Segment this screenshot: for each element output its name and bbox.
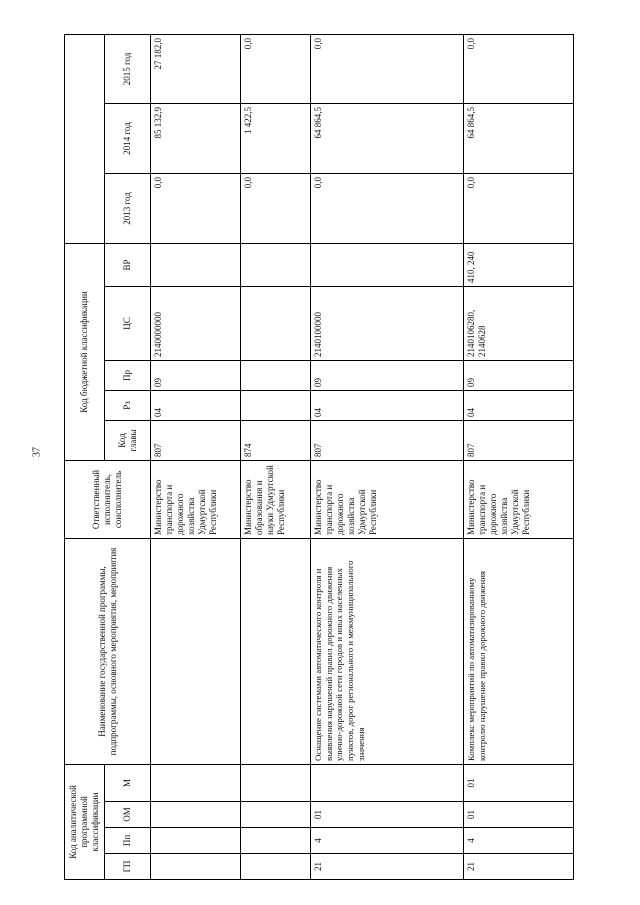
- year-2014-header: 2014 год: [105, 103, 151, 173]
- m-cell: [241, 765, 311, 802]
- m-cell: 01: [464, 765, 574, 802]
- executor-header: Ответственный исполнитель, соисполнитель: [65, 461, 151, 539]
- cs-cell: 2140106280, 2140628: [464, 287, 574, 361]
- code-head-cell: 807: [311, 421, 464, 461]
- cs-cell: [241, 287, 311, 361]
- executor-cell: Министерство транспорта и дорожного хозяйства Удмуртской Республики: [151, 461, 241, 539]
- cs-cell: 2140100000: [311, 287, 464, 361]
- budget-table: [64, 34, 574, 880]
- code-head-cell: 807: [151, 421, 241, 461]
- year-2013-header: 2013 год: [105, 173, 151, 243]
- pr-cell: [241, 361, 311, 391]
- m-cell: [311, 765, 464, 802]
- m-header: М: [105, 765, 151, 802]
- value-2013-cell: 0,0: [151, 173, 241, 243]
- name-cell: Оснащение системами автоматического контроля и выявления нарушений правил дорожного движения улично-дорожной сети городов и иных населенных пунктов, дорог регионального и межмуниципального значения: [311, 539, 464, 765]
- analytic-classification-header: Код аналитической программной классификации: [65, 765, 105, 880]
- executor-cell: Министерство образования и науки Удмуртской Республики: [241, 461, 311, 539]
- value-2014-cell: 85 132,9: [151, 103, 241, 173]
- rotated-page: [64, 35, 574, 880]
- table-row: [151, 34, 241, 879]
- name-cell: Комплекс мероприятий по автоматизированному контролю нарушение правил дорожного движения: [464, 539, 574, 765]
- om-header: ОМ: [105, 802, 151, 828]
- om-cell: [241, 802, 311, 828]
- pr-header: Пр: [105, 361, 151, 391]
- value-2015-cell: 0,0: [464, 34, 574, 103]
- table-row: [311, 34, 464, 879]
- om-cell: 01: [311, 802, 464, 828]
- value-2014-cell: 1 422,5: [241, 103, 311, 173]
- value-2015-cell: 27 182,0: [151, 34, 241, 103]
- value-2014-cell: 64 864,5: [311, 103, 464, 173]
- name-cell: [151, 539, 241, 765]
- gp-cell: [241, 854, 311, 880]
- table-row: [241, 34, 311, 879]
- vr-cell: [311, 243, 464, 286]
- gp-cell: 21: [464, 854, 574, 880]
- year-2015-header: 2015 год: [105, 34, 151, 103]
- value-2015-cell: 0,0: [311, 34, 464, 103]
- value-2013-cell: 0,0: [241, 173, 311, 243]
- pr-cell: 09: [464, 361, 574, 391]
- value-2013-cell: 0,0: [464, 173, 574, 243]
- page-number: 37: [31, 447, 43, 457]
- vr-cell: [151, 243, 241, 286]
- cs-cell: 2140000000: [151, 287, 241, 361]
- value-2015-cell: 0,0: [241, 34, 311, 103]
- om-cell: [151, 802, 241, 828]
- vr-cell: [241, 243, 311, 286]
- code-head-cell: 807: [464, 421, 574, 461]
- rz-cell: [241, 391, 311, 421]
- gp-cell: [151, 854, 241, 880]
- pr-cell: 09: [151, 361, 241, 391]
- name-cell: [241, 539, 311, 765]
- pp-cell: [241, 828, 311, 854]
- pr-cell: 09: [311, 361, 464, 391]
- cs-header: ЦС: [105, 287, 151, 361]
- rz-cell: 04: [311, 391, 464, 421]
- rz-cell: 04: [464, 391, 574, 421]
- rz-header: Рз: [105, 391, 151, 421]
- executor-cell: Министерство транспорта и дорожного хозяйства Удмуртской Республики: [464, 461, 574, 539]
- vr-cell: 410, 240: [464, 243, 574, 286]
- vr-header: ВР: [105, 243, 151, 286]
- pp-cell: [151, 828, 241, 854]
- code-head-cell: 874: [241, 421, 311, 461]
- code-head-header: Код главы: [105, 421, 151, 461]
- m-cell: [151, 765, 241, 802]
- table-row: [464, 34, 574, 879]
- name-header: Наименование государственной программы, подпрограммы, основного мероприятия, мероприятия: [65, 539, 151, 765]
- budget-classification-header: Код бюджетной классификации: [65, 243, 105, 460]
- executor-cell: Министерство транспорта и дорожного хозяйства Удмуртской Республики: [311, 461, 464, 539]
- gp-cell: 21: [311, 854, 464, 880]
- rz-cell: 04: [151, 391, 241, 421]
- om-cell: 01: [464, 802, 574, 828]
- years-header: [65, 34, 105, 243]
- gp-header: ГП: [105, 854, 151, 880]
- pp-cell: 4: [311, 828, 464, 854]
- value-2013-cell: 0,0: [311, 173, 464, 243]
- pp-header: Пп: [105, 828, 151, 854]
- value-2014-cell: 64 864,5: [464, 103, 574, 173]
- pp-cell: 4: [464, 828, 574, 854]
